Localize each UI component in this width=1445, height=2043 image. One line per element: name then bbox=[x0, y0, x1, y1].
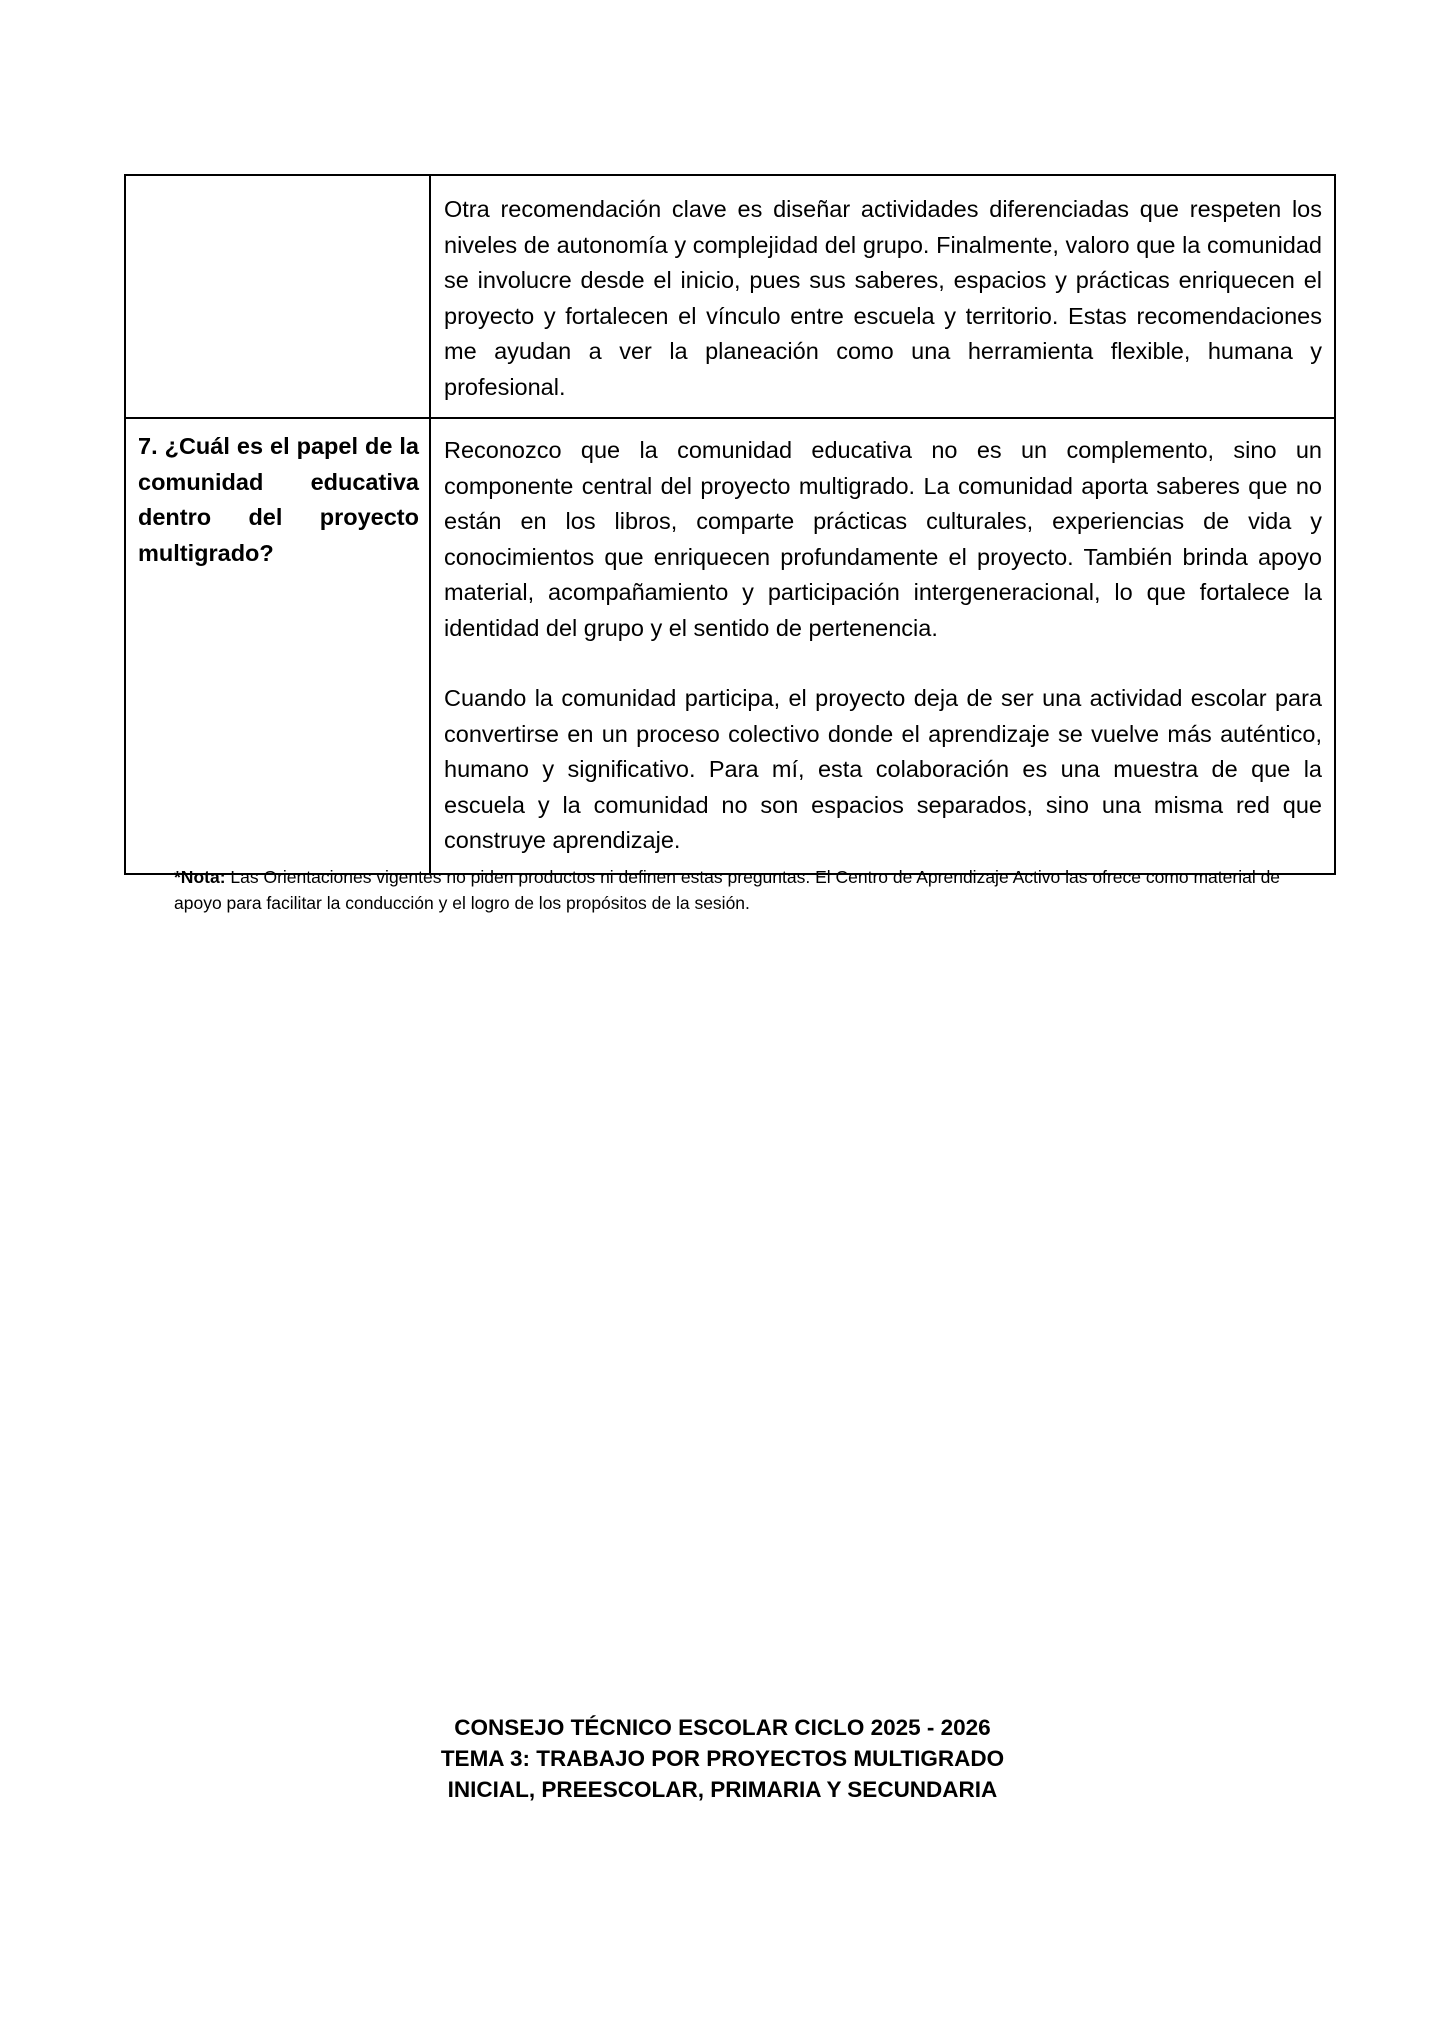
qa-table bbox=[124, 174, 1336, 875]
footer-line: CONSEJO TÉCNICO ESCOLAR CICLO 2025 - 2026 bbox=[454, 1715, 991, 1740]
footnote bbox=[174, 864, 1294, 916]
footnote-label: *Nota: bbox=[174, 867, 226, 887]
page-footer bbox=[0, 1712, 1445, 1805]
answer-paragraph: Otra recomendación clave es diseñar actividades diferenciadas que respeten los niveles de autonomía y complejidad del grupo. Finalmente, valoro que la comunidad se involucre desde el inicio, pues sus saberes, espacios y prácticas enriquecen el proyecto y fortalecen el vínculo entre escuela y territorio. Estas recomendaciones me ayudan a ver la planeación como una herramienta flexible, humana y profesional. bbox=[444, 196, 1322, 400]
question-cell: 7. ¿Cuál es el papel de la comunidad educativa dentro del proyecto multigrado? bbox=[125, 418, 430, 874]
footer-line: TEMA 3: TRABAJO POR PROYECTOS MULTIGRADO bbox=[440, 1746, 1005, 1771]
footnote-text: Las Orientaciones vigentes no piden productos ni definen estas preguntas. El Centro de Aprendizaje Activo las ofrece como material de apoyo para facilitar la conducción y el logro de los propósitos de la sesión. bbox=[174, 867, 1281, 913]
table-row bbox=[125, 418, 1335, 874]
table-row bbox=[125, 175, 1335, 418]
answer-paragraph: Reconozco que la comunidad educativa no es un complemento, sino un componente central del proyecto multigrado. La comunidad aporta saberes que no están en los libros, comparte prácticas culturales, experiencias de vida y conocimientos que enriquecen profundamente el proyecto. También brinda apoyo material, acompañamiento y participación intergeneracional, lo que fortalece la identidad del grupo y el sentido de pertenencia. bbox=[444, 437, 1322, 641]
answer-cell bbox=[430, 418, 1335, 874]
answer-cell bbox=[430, 175, 1335, 418]
footer-line: INICIAL, PREESCOLAR, PRIMARIA Y SECUNDARIA bbox=[447, 1777, 998, 1802]
answer-paragraph: Cuando la comunidad participa, el proyecto deja de ser una actividad escolar para convertirse en un proceso colectivo donde el aprendizaje se vuelve más auténtico, humano y significativo. Para mí, esta colaboración es una muestra de que la escuela y la comunidad no son espacios separados, sino una misma red que construye aprendizaje. bbox=[444, 685, 1322, 853]
question-cell bbox=[125, 175, 430, 418]
